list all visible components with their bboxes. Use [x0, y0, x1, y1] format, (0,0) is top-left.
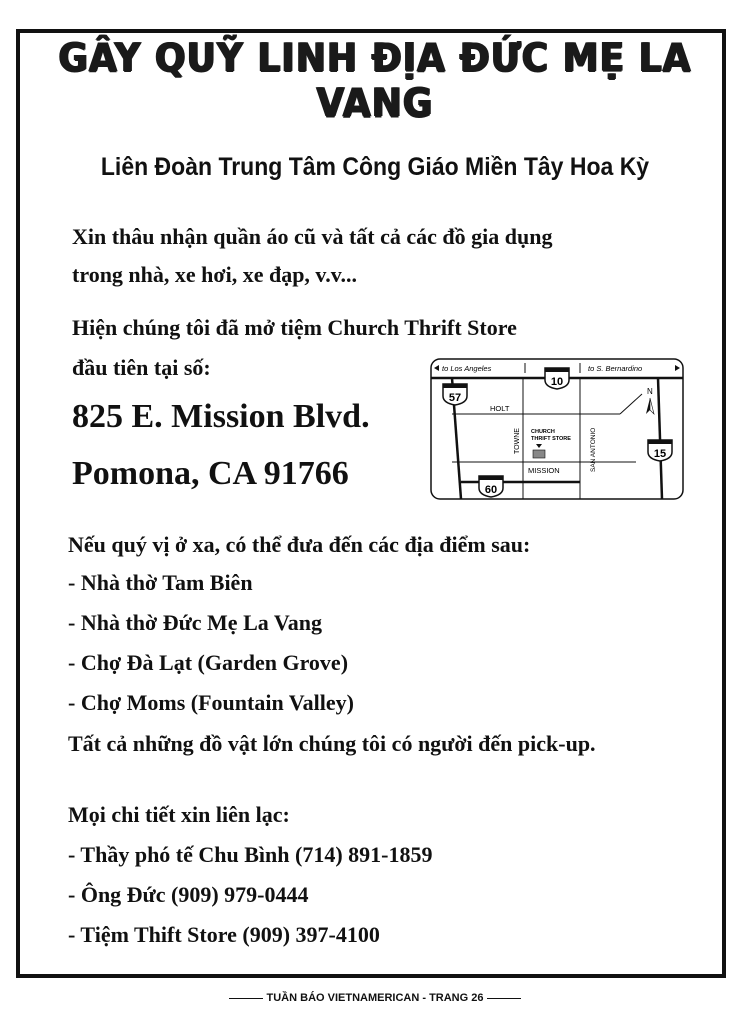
map-hwy-60: 60 — [484, 484, 498, 496]
intro-line-1: Xin thâu nhận quần áo cũ và tất cả các đồ gia dụng — [72, 224, 553, 249]
shield-icon-60 — [479, 476, 503, 497]
store-city: Pomona, CA 91766 — [72, 455, 349, 492]
dropoff-item-1: - Nhà thờ Tam Biên — [68, 570, 253, 595]
contact-item-2: - Ông Đức (909) 979-0444 — [68, 882, 309, 907]
dropoff-item-4: - Chợ Moms (Fountain Valley) — [68, 690, 354, 715]
dropoff-heading: Nếu quý vị ở xa, có thể đưa đến các địa điểm sau: — [68, 532, 531, 557]
dropoff-item-2: - Nhà thờ Đức Mẹ La Vang — [68, 610, 322, 635]
dropoff-item-3: - Chợ Đà Lạt (Garden Grove) — [68, 650, 349, 675]
map-label-to-sb: to S. Bernardino — [588, 364, 643, 373]
ad-subtitle: Liên Đoàn Trung Tâm Công Giáo Miền Tây Hoa Kỳ — [100, 153, 650, 181]
map-store-label-1: CHURCH — [531, 429, 555, 435]
store-line-2: đầu tiên tại số: — [72, 355, 211, 380]
map-label-to-la: to Los Angeles — [442, 364, 492, 373]
map-hwy-10: 10 — [550, 376, 564, 388]
store-line-1: Hiện chúng tôi đã mở tiệm Church Thrift Store — [72, 315, 517, 340]
location-map — [430, 358, 684, 500]
shield-icon-57 — [443, 384, 467, 405]
intro-line-2: trong nhà, xe hơi, xe đạp, v.v... — [72, 262, 358, 287]
footer-text: TUẦN BÁO VIETNAMERICAN - TRANG 26 — [266, 992, 484, 1004]
contact-item-3: - Tiệm Thift Store (909) 397-4100 — [68, 922, 380, 947]
map-north-label: N — [647, 387, 653, 396]
pickup-note: Tất cả những đồ vật lớn chúng tôi có người đến pick-up. — [68, 731, 596, 756]
map-hwy-15: 15 — [653, 448, 667, 460]
map-label-holt: HOLT — [490, 404, 510, 413]
shield-icon-15 — [648, 440, 672, 461]
shield-icon-10 — [545, 368, 569, 389]
footer-rule-right — [487, 998, 521, 999]
footer-rule-left — [229, 998, 263, 999]
map-hwy-57: 57 — [448, 392, 462, 404]
store-street: 825 E. Mission Blvd. — [72, 398, 370, 435]
map-label-san-antonio: SAN ANTONIO — [590, 427, 597, 472]
store-marker-icon — [533, 450, 545, 458]
ad-title: GÂY QUỸ LINH ĐỊA ĐỨC MẸ LA VANG — [58, 35, 692, 127]
map-store-label-2: THRIFT STORE — [531, 436, 571, 442]
map-label-towne: TOWNE — [514, 428, 521, 454]
contact-item-1: - Thầy phó tế Chu Bình (714) 891-1859 — [68, 842, 433, 867]
page-footer — [0, 992, 750, 1004]
map-label-mission: MISSION — [528, 466, 560, 475]
contact-heading: Mọi chi tiết xin liên lạc: — [68, 802, 290, 827]
